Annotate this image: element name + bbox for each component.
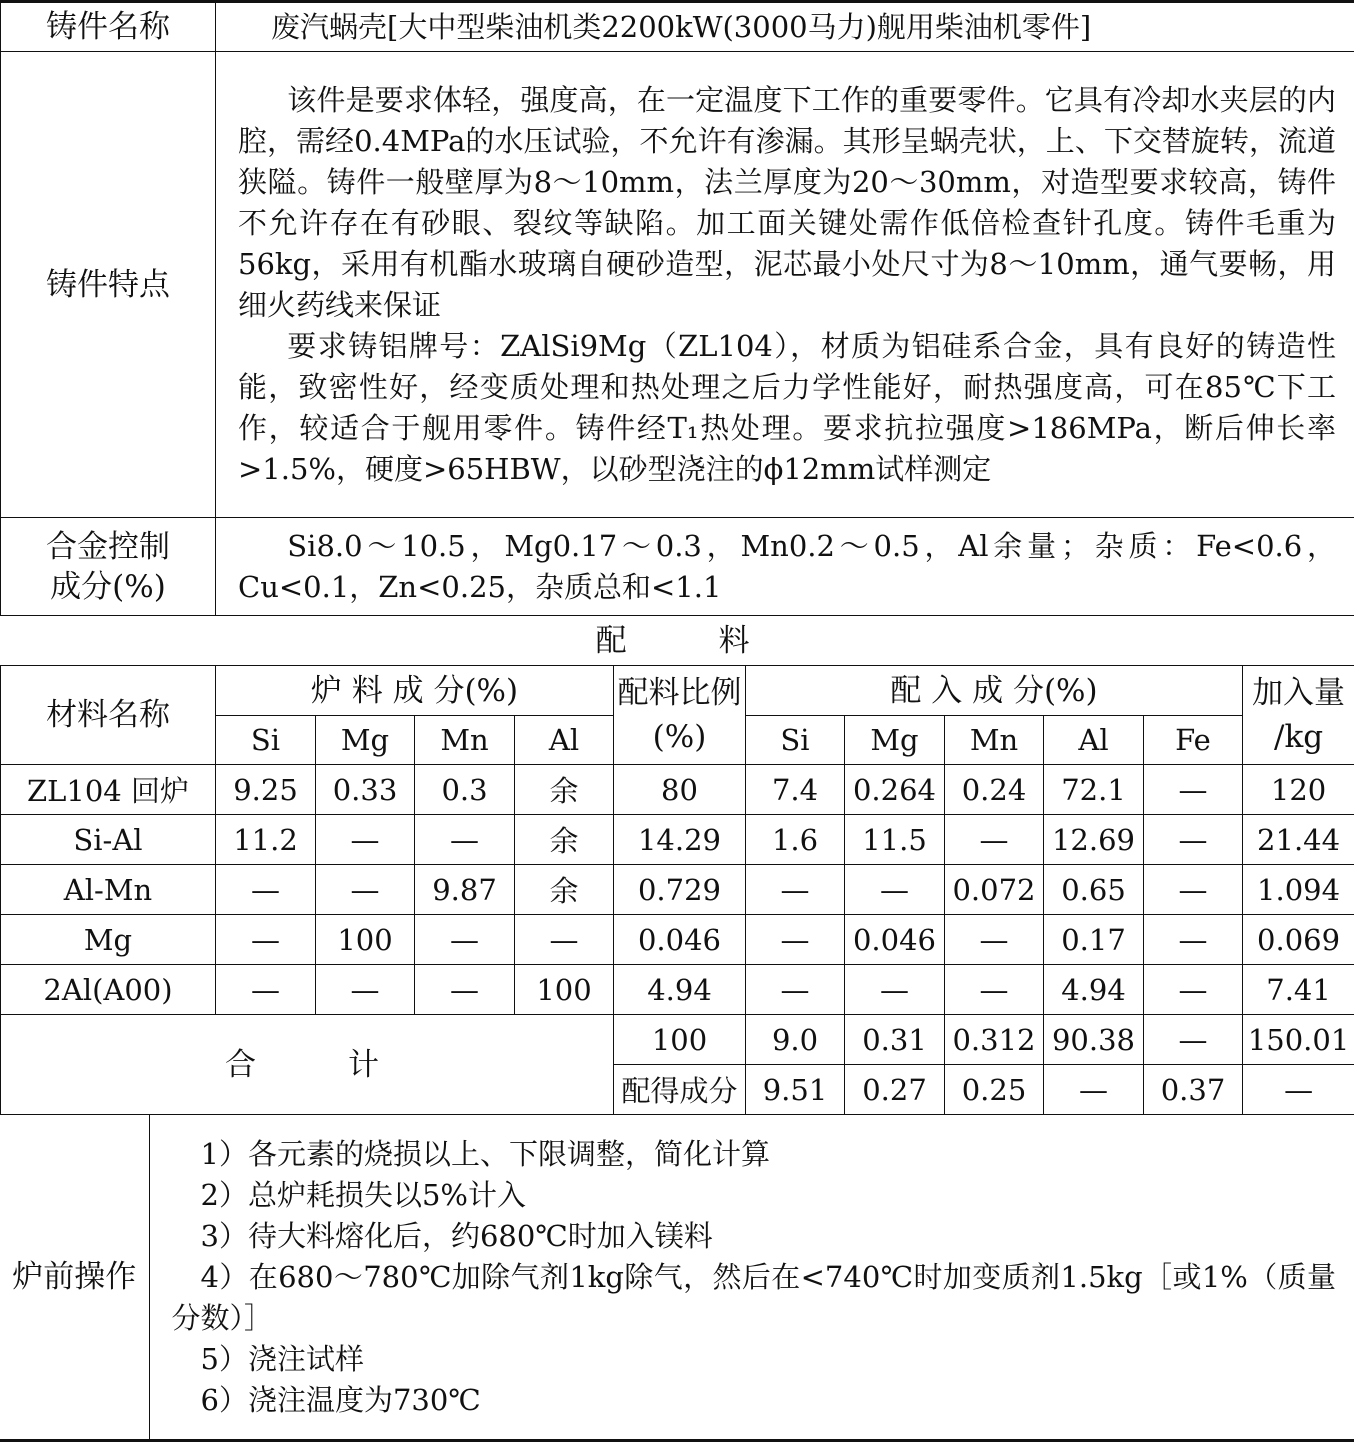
- col-material-name: 材料名称: [1, 666, 216, 765]
- added-cell: 0.65: [1044, 865, 1144, 915]
- alloy-composition-value: Si8.0～10.5，Mg0.17～0.3，Mn0.2～0.5，Al余量；杂质：Fe<0.6，Cu<0.1，Zn<0.25，杂质总和<1.1: [238, 526, 1336, 608]
- furnace-operations-table: [0, 1114, 1354, 1442]
- added-cell: —: [945, 915, 1044, 965]
- casting-name-label: 铸件名称: [1, 2, 216, 52]
- operation-step: 4）在680～780℃加除气剂1kg除气，然后在<740℃时加变质剂1.5kg［或1%（质量分数）］: [172, 1257, 1337, 1339]
- operation-step: 2）总炉耗损失以5%计入: [172, 1175, 1337, 1216]
- charge-cell: 余: [515, 865, 614, 915]
- charge-cell: —: [216, 865, 316, 915]
- added-cell: 1.6: [746, 815, 845, 865]
- added-element-header: Mg: [845, 716, 945, 765]
- added-element-header: Al: [1044, 716, 1144, 765]
- charge-cell: 9.87: [415, 865, 515, 915]
- result-added-cell: 0.37: [1144, 1065, 1243, 1115]
- result-amount-cell: —: [1243, 1065, 1354, 1115]
- added-cell: —: [1144, 965, 1243, 1015]
- ratio-cell: 0.046: [614, 915, 746, 965]
- charge-cell: 9.25: [216, 765, 316, 815]
- total-row: [1, 1015, 1354, 1065]
- added-cell: —: [1144, 915, 1243, 965]
- operation-step: 1）各元素的烧损以上、下限调整，简化计算: [172, 1134, 1337, 1175]
- casting-features-label: 铸件特点: [1, 52, 216, 518]
- added-cell: —: [746, 865, 845, 915]
- ratio-cell: 80: [614, 765, 746, 815]
- added-cell: —: [746, 915, 845, 965]
- total-added-cell: 0.312: [945, 1015, 1044, 1065]
- added-cell: 0.072: [945, 865, 1044, 915]
- batching-title: 配 料: [1, 616, 1354, 666]
- material-name-cell: Si-Al: [1, 815, 216, 865]
- added-cell: —: [945, 965, 1044, 1015]
- ratio-cell: 4.94: [614, 965, 746, 1015]
- col-amount-line-1: 加入量: [1243, 671, 1354, 715]
- added-cell: 7.4: [746, 765, 845, 815]
- table-row: [1, 815, 1354, 865]
- material-name-cell: Mg: [1, 915, 216, 965]
- charge-cell: 0.3: [415, 765, 515, 815]
- added-cell: 11.5: [845, 815, 945, 865]
- casting-features-paragraph-1: 该件是要求体轻，强度高，在一定温度下工作的重要零件。它具有冷却水夹层的内腔，需经0.4MPa的水压试验，不允许有渗漏。其形呈蜗壳状，上、下交替旋转，流道狭隘。铸件一般壁厚为8～10mm，法兰厚度为20～30mm，对造型要求较高，铸件不允许存在有砂眼、裂纹等缺陷。加工面关键处需作低倍检查针孔度。铸件毛重为56kg，采用有机酯水玻璃自硬砂造型，泥芯最小处尺寸为8～10mm，通气要畅，用细火药线来保证: [238, 80, 1336, 326]
- charge-cell: —: [216, 965, 316, 1015]
- added-cell: 12.69: [1044, 815, 1144, 865]
- amount-cell: 7.41: [1243, 965, 1354, 1015]
- col-amount-line-2: /kg: [1243, 715, 1354, 759]
- table-row: [1, 965, 1354, 1015]
- charge-cell: 余: [515, 765, 614, 815]
- casting-name-value: 废汽蜗壳[大中型柴油机类2200kW(3000马力)舰用柴油机零件]: [216, 2, 1354, 52]
- added-cell: —: [1144, 815, 1243, 865]
- total-added-cell: 90.38: [1044, 1015, 1144, 1065]
- total-label: 合 计: [1, 1015, 614, 1115]
- casting-info-table: [0, 0, 1354, 616]
- added-element-header: Si: [746, 716, 845, 765]
- added-cell: 72.1: [1044, 765, 1144, 815]
- charge-element-header: Si: [216, 716, 316, 765]
- added-cell: —: [845, 965, 945, 1015]
- charge-cell: —: [216, 915, 316, 965]
- table-row: [1, 865, 1354, 915]
- added-element-header: Mn: [945, 716, 1044, 765]
- added-cell: —: [746, 965, 845, 1015]
- total-added-cell: 0.31: [845, 1015, 945, 1065]
- charge-cell: —: [415, 815, 515, 865]
- operation-step: 5）浇注试样: [172, 1339, 1337, 1380]
- charge-cell: 余: [515, 815, 614, 865]
- charge-cell: 100: [316, 915, 415, 965]
- added-cell: —: [845, 865, 945, 915]
- col-ratio-line-2: (%): [614, 715, 745, 759]
- batching-table: [0, 615, 1354, 1115]
- table-row: [1, 915, 1354, 965]
- charge-cell: —: [316, 865, 415, 915]
- total-added-cell: —: [1144, 1015, 1243, 1065]
- alloy-label-line-2: 成分(%): [1, 567, 215, 607]
- added-cell: 0.046: [845, 915, 945, 965]
- alloy-label-line-1: 合金控制: [1, 527, 215, 567]
- total-amount-cell: 150.01: [1243, 1015, 1354, 1065]
- furnace-operations-list: [149, 1115, 1354, 1441]
- col-batching-ratio: [614, 666, 746, 765]
- added-cell: 4.94: [1044, 965, 1144, 1015]
- charge-element-header: Mg: [316, 716, 415, 765]
- material-name-cell: 2Al(A00): [1, 965, 216, 1015]
- added-cell: 0.24: [945, 765, 1044, 815]
- table-row: [1, 765, 1354, 815]
- total-added-cell: 9.0: [746, 1015, 845, 1065]
- result-label: 配得成分: [614, 1065, 746, 1115]
- added-element-header: Fe: [1144, 716, 1243, 765]
- result-added-cell: 0.25: [945, 1065, 1044, 1115]
- charge-cell: —: [316, 965, 415, 1015]
- added-cell: —: [1144, 865, 1243, 915]
- added-cell: 0.264: [845, 765, 945, 815]
- material-name-cell: ZL104 回炉: [1, 765, 216, 815]
- ratio-cell: 0.729: [614, 865, 746, 915]
- total-ratio-cell: 100: [614, 1015, 746, 1065]
- col-added-composition: 配 入 成 分(%): [746, 666, 1243, 716]
- amount-cell: 21.44: [1243, 815, 1354, 865]
- charge-cell: —: [316, 815, 415, 865]
- alloy-composition-label: [1, 518, 216, 616]
- operation-step: 6）浇注温度为730℃: [172, 1380, 1337, 1421]
- charge-element-header: Al: [515, 716, 614, 765]
- result-added-cell: —: [1044, 1065, 1144, 1115]
- ratio-cell: 14.29: [614, 815, 746, 865]
- col-added-amount: [1243, 666, 1354, 765]
- added-cell: —: [945, 815, 1044, 865]
- added-cell: —: [1144, 765, 1243, 815]
- result-added-cell: 9.51: [746, 1065, 845, 1115]
- charge-cell: 0.33: [316, 765, 415, 815]
- furnace-operations-label: 炉前操作: [0, 1115, 149, 1441]
- amount-cell: 1.094: [1243, 865, 1354, 915]
- col-ratio-line-1: 配料比例: [614, 671, 745, 715]
- amount-cell: 120: [1243, 765, 1354, 815]
- charge-cell: —: [515, 915, 614, 965]
- added-cell: 0.17: [1044, 915, 1144, 965]
- charge-element-header: Mn: [415, 716, 515, 765]
- operation-step: 3）待大料熔化后，约680℃时加入镁料: [172, 1216, 1337, 1257]
- charge-cell: 11.2: [216, 815, 316, 865]
- material-name-cell: Al-Mn: [1, 865, 216, 915]
- col-charge-composition: 炉 料 成 分(%): [216, 666, 614, 716]
- casting-features-paragraph-2: 要求铸铝牌号：ZAlSi9Mg（ZL104），材质为铝硅系合金，具有良好的铸造性能，致密性好，经变质处理和热处理之后力学性能好，耐热强度高，可在85℃下工作，较适合于舰用零件。铸件经T₁热处理。要求抗拉强度>186MPa，断后伸长率>1.5%，硬度>65HBW，以砂型浇注的ϕ12mm试样测定: [238, 326, 1336, 490]
- charge-cell: —: [415, 915, 515, 965]
- charge-cell: —: [415, 965, 515, 1015]
- amount-cell: 0.069: [1243, 915, 1354, 965]
- charge-cell: 100: [515, 965, 614, 1015]
- result-added-cell: 0.27: [845, 1065, 945, 1115]
